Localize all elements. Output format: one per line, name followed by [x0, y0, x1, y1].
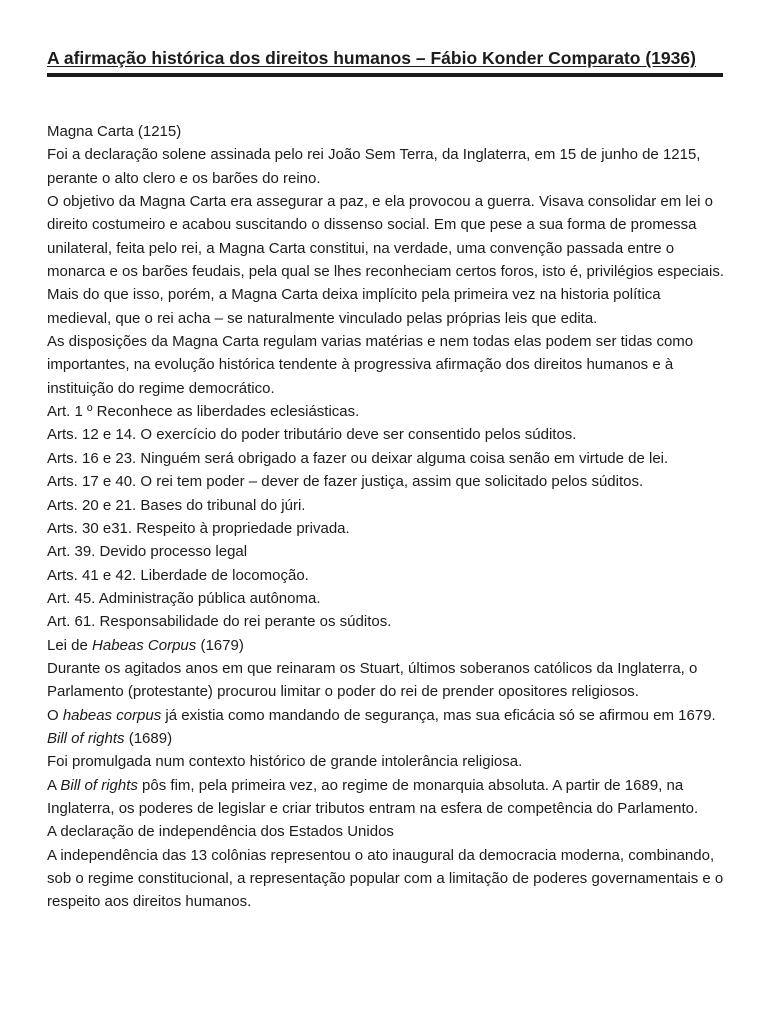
heading-italic-text: Habeas Corpus	[92, 636, 197, 654]
article-line: Arts. 17 e 40. O rei tem poder – dever de fazer justiça, assim que solicitado pelos súditos.	[47, 473, 644, 491]
paragraph-text: já existia como mandando de segurança, mas sua eficácia só se afirmou em 1679.	[161, 706, 716, 724]
paragraph: Foi promulgada num contexto histórico de grande intolerância religiosa.	[47, 753, 523, 771]
paragraph: O objetivo da Magna Carta era assegurar a paz, e ela provocou a guerra. Visava consolidar em lei o direito costumeiro e acabou suscitando o dissenso social. Em que pese a sua forma de promessa unilateral, feita pelo rei, a Magna Carta constitui, na verdade, uma convenção passada entre o monarca e os barões feudais, pela qual se lhes reconheciam certos foros, isto é, privilégios especiais. Mais do que isso, porém, a Magna Carta deixa implícito pela primeira vez na historia política medieval, que o rei acha – se naturalmente vinculado pelas próprias leis que edita.	[47, 193, 725, 327]
paragraph-text: O	[47, 706, 63, 724]
article-line: Arts. 30 e31. Respeito à propriedade privada.	[47, 519, 350, 537]
paragraph: Durante os agitados anos em que reinaram os Stuart, últimos soberanos católicos da Inglaterra, o Parlamento (protestante) procurou limitar o poder do rei de prender opositores religiosos.	[47, 659, 698, 701]
heading-text: (1679)	[196, 636, 244, 654]
document-body	[47, 120, 727, 914]
paragraph-text: pôs fim, pela primeira vez, ao regime de monarquia absoluta. A partir de 1689, na Inglaterra, os poderes de legislar e criar tributos entram na esfera de competência do Parlamento.	[47, 776, 699, 817]
document-page	[47, 46, 727, 914]
document-title: A afirmação histórica dos direitos humanos – Fábio Konder Comparato (1936)	[47, 48, 696, 68]
section-heading-bill-of-rights	[47, 727, 727, 750]
paragraph: Foi a declaração solene assinada pelo rei João Sem Terra, da Inglaterra, em 15 de junho de 1215, perante o alto clero e os barões do reino.	[47, 146, 701, 187]
article-line: Art. 61. Responsabilidade do rei perante os súditos.	[47, 613, 392, 631]
paragraph	[47, 704, 727, 727]
article-line: Arts. 16 e 23. Ninguém será obrigado a fazer ou deixar alguma coisa senão em virtude de lei.	[47, 449, 669, 467]
article-line: Arts. 41 e 42. Liberdade de locomoção.	[47, 566, 309, 584]
title-divider	[47, 73, 723, 77]
paragraph: A independência das 13 colônias representou o ato inaugural da democracia moderna, combinando, sob o regime constitucional, a representação popular com a limitação de poderes governamentais e o respeito aos direitos humanos.	[47, 846, 724, 911]
article-line: Arts. 12 e 14. O exercício do poder tributário deve ser consentido pelos súditos.	[47, 426, 577, 444]
article-line: Art. 45. Administração pública autônoma.	[47, 589, 321, 607]
heading-text: (1689)	[124, 729, 173, 747]
section-heading-habeas-corpus	[47, 634, 727, 657]
section-heading-usa-independence: A declaração de independência dos Estados Unidos	[47, 823, 394, 841]
article-line: Arts. 20 e 21. Bases do tribunal do júri.	[47, 496, 306, 514]
paragraph-italic-text: habeas corpus	[62, 706, 162, 724]
heading-text: Lei de	[47, 636, 93, 654]
section-heading-magna-carta: Magna Carta (1215)	[47, 123, 182, 140]
article-line: Art. 39. Devido processo legal	[47, 543, 248, 561]
paragraph-italic-text: Bill of rights	[60, 776, 138, 794]
paragraph-text: A	[47, 776, 61, 794]
paragraph: As disposições da Magna Carta regulam varias matérias e nem todas elas podem ser tidas como importantes, na evolução histórica tendente à progressiva afirmação dos direitos humanos e à instituição do regime democrático.	[47, 333, 694, 397]
paragraph	[47, 774, 727, 821]
article-line: Art. 1 º Reconhece as liberdades eclesiásticas.	[47, 403, 360, 421]
heading-italic-text: Bill of rights	[47, 729, 125, 747]
